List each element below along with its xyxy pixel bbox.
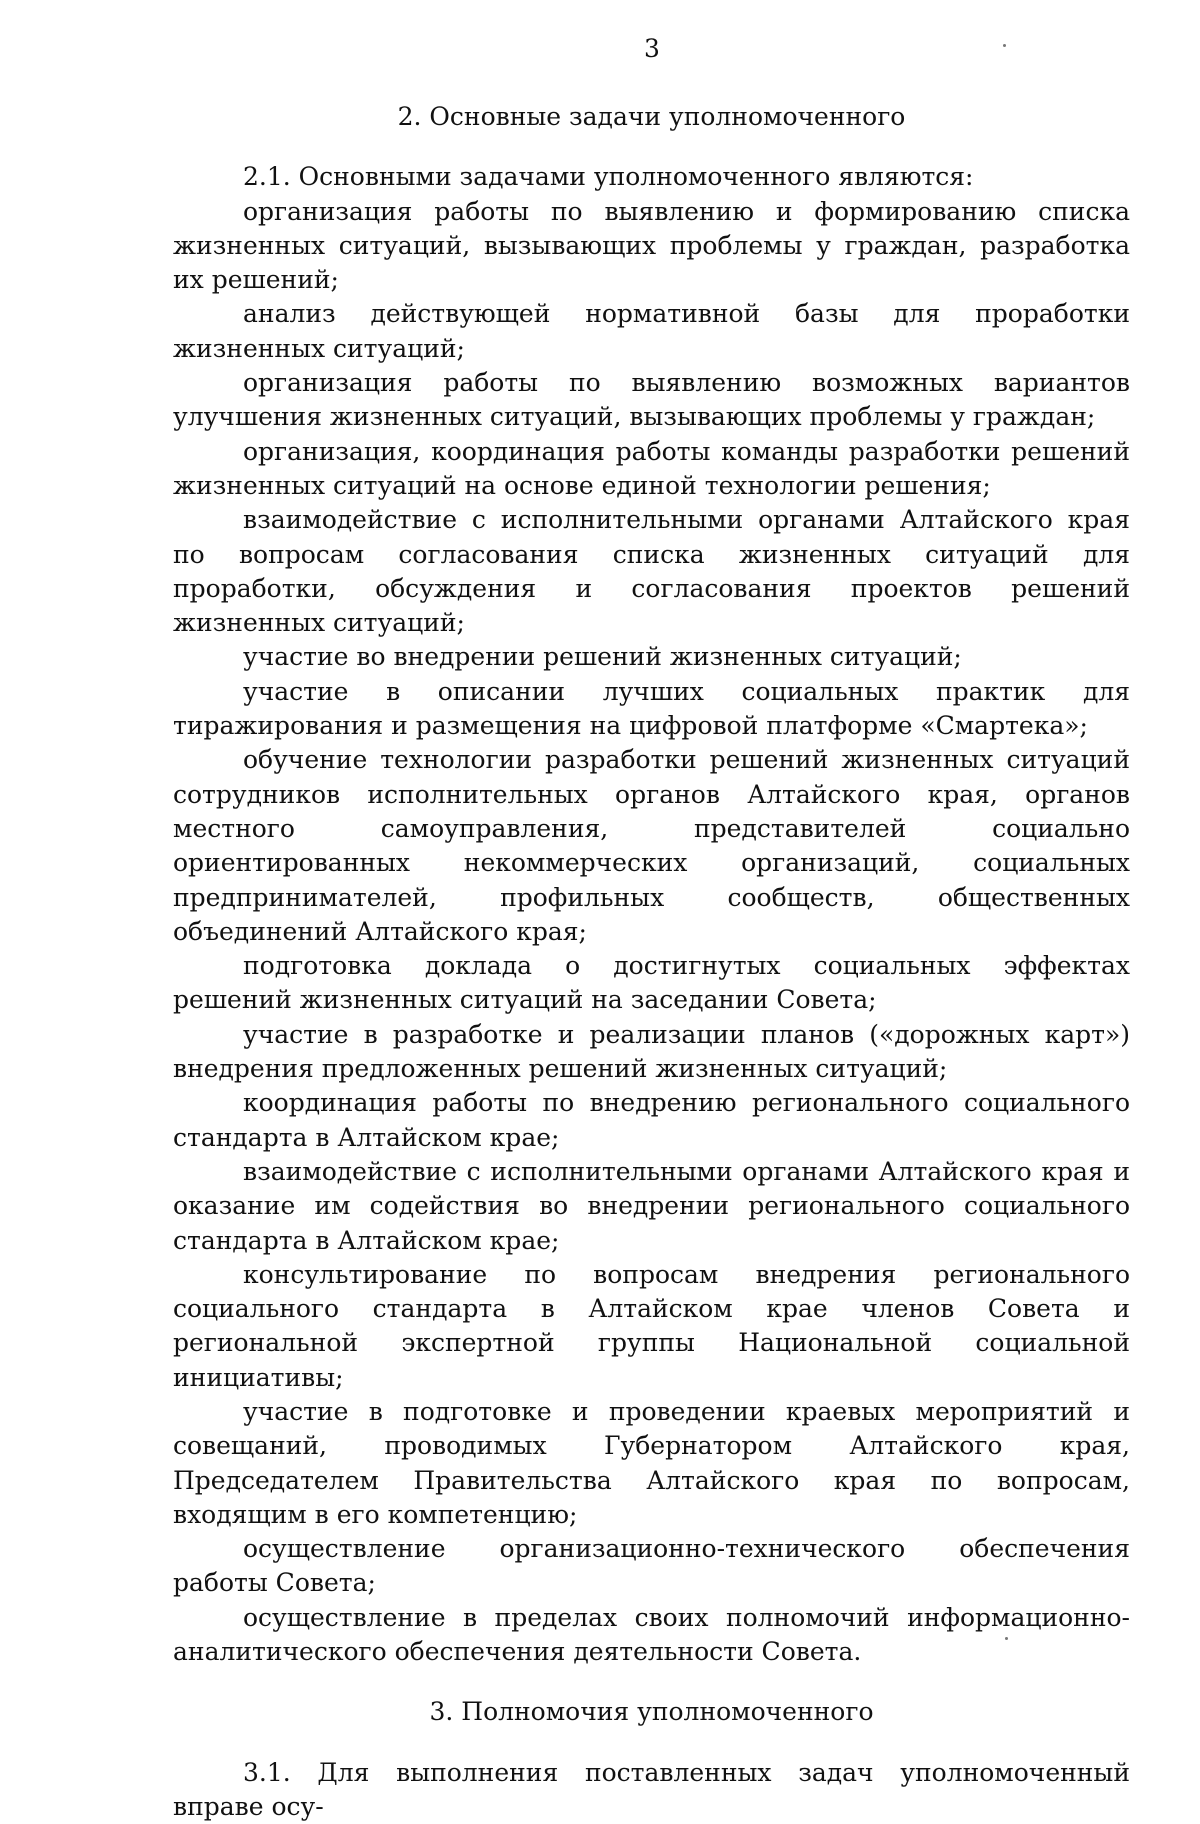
paragraph: организация, координация работы команды разработки решений жизненных ситуаций на основе единой технологии решения; [173, 436, 1130, 500]
paragraph: участие в подготовке и проведении краевых мероприятий и совещаний, проводимых Губернатором Алтайского края, Председателем Правительства Алтайского края по вопросам, входящим в его компетенцию; [173, 1396, 1130, 1529]
paragraph: анализ действующей нормативной базы для проработки жизненных ситуаций; [173, 299, 1130, 363]
paragraph: организация работы по выявлению возможных вариантов улучшения жизненных ситуаций, вызывающих проблемы у граждан; [173, 368, 1130, 432]
paragraph: обучение технологии разработки решений жизненных ситуаций сотрудников исполнительных органов Алтайского края, органов местного самоуправления, представителей социально ориентированных некоммерческих организаций, социальных предпринимателей, профильных сообществ, общественных объединений Алтайского края; [173, 745, 1130, 946]
paragraph: осуществление в пределах своих полномочий информационно-аналитического обеспечения деятельности Совета. [173, 1602, 1130, 1667]
scan-speck [1003, 44, 1006, 47]
paragraph-3-1: 3.1. Для выполнения поставленных задач уполномоченный вправе осу- [173, 1757, 1130, 1821]
scan-speck [1005, 1637, 1008, 1640]
paragraph: участие во внедрении решений жизненных ситуаций; [243, 642, 962, 672]
paragraph: взаимодействие с исполнительными органами Алтайского края по вопросам согласования списка жизненных ситуаций для проработки, обсуждения и согласования проектов решений жизненных ситуаций; [173, 505, 1130, 638]
paragraph: организация работы по выявлению и формированию списка жизненных ситуаций, вызывающих проблемы у граждан, разработка их решений; [173, 196, 1130, 295]
section-heading-powers: 3. Полномочия уполномоченного [429, 1697, 874, 1727]
paragraph: взаимодействие с исполнительными органами Алтайского края и оказание им содействия во внедрении регионального социального стандарта в Алтайском крае; [173, 1156, 1130, 1255]
paragraph: участие в описании лучших социальных практик для тиражирования и размещения на цифровой платформе «Смартека»; [173, 676, 1130, 741]
document-body [173, 100, 1130, 1824]
paragraph: координация работы по внедрению регионального социального стандарта в Алтайском крае; [173, 1088, 1130, 1152]
paragraph: осуществление организационно-технического обеспечения работы Совета; [173, 1534, 1130, 1598]
paragraph: консультирование по вопросам внедрения регионального социального стандарта в Алтайском крае членов Совета и региональной экспертной группы Национальной социальной инициативы; [173, 1259, 1130, 1392]
section-heading-tasks: 2. Основные задачи уполномоченного [397, 102, 906, 131]
paragraph: участие в разработке и реализации планов («дорожных карт») внедрения предложенных решений жизненных ситуаций; [173, 1019, 1130, 1084]
paragraph: подготовка доклада о достигнутых социальных эффектах решений жизненных ситуаций на заседании Совета; [173, 951, 1130, 1015]
page-number: 3 [644, 34, 660, 63]
section-tasks-list [173, 160, 1130, 1669]
paragraph: 2.1. Основными задачами уполномоченного являются: [243, 162, 974, 192]
